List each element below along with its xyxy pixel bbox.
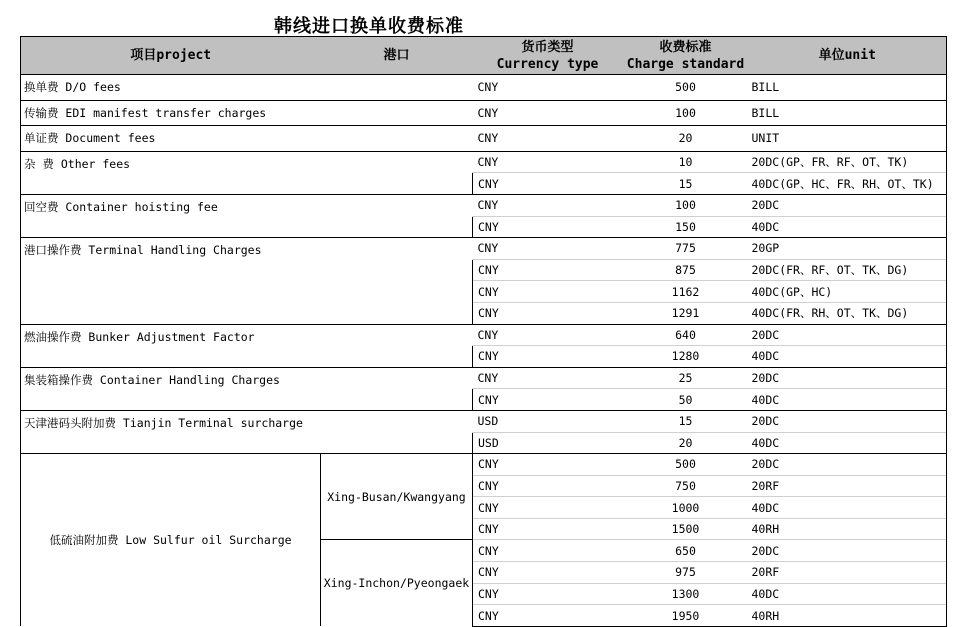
charge-cell: 500 <box>623 75 749 101</box>
unit-cell: 20DC(FR、RF、OT、TK、DG) <box>749 259 947 281</box>
table-row <box>21 238 947 260</box>
currency-cell: CNY <box>473 367 623 389</box>
unit-cell: 20DC <box>749 324 947 346</box>
currency-cell: CNY <box>473 475 623 497</box>
table-row <box>21 454 947 476</box>
unit-cell: BILL <box>749 75 947 101</box>
header-charge-cn: 收费标准 <box>659 39 712 55</box>
unit-cell: 20DC <box>749 194 947 216</box>
table-row <box>21 324 947 346</box>
charges-table <box>20 36 947 627</box>
project-name: 回空费 Container hoisting fee <box>21 194 473 237</box>
charge-cell: 20 <box>623 126 749 152</box>
charge-cell: 15 <box>623 410 749 432</box>
unit-cell: 20DC <box>749 367 947 389</box>
currency-cell: CNY <box>473 605 623 627</box>
table-row <box>21 100 947 126</box>
currency-cell: USD <box>473 432 623 454</box>
header-charge <box>623 37 749 75</box>
currency-cell: CNY <box>473 151 623 173</box>
currency-cell: CNY <box>473 216 623 238</box>
currency-cell: CNY <box>473 518 623 540</box>
charge-cell: 1291 <box>623 302 749 324</box>
currency-cell: CNY <box>473 540 623 562</box>
unit-cell: 40DC(GP、HC) <box>749 281 947 303</box>
currency-cell: CNY <box>473 194 623 216</box>
unit-cell: 20RF <box>749 562 947 584</box>
header-charge-en: Charge standard <box>626 56 745 72</box>
currency-cell: CNY <box>473 497 623 519</box>
header-port: 港口 <box>321 37 473 75</box>
unit-cell: 40RH <box>749 518 947 540</box>
table-row <box>21 194 947 216</box>
project-name: 天津港码头附加费 Tianjin Terminal surcharge <box>21 410 473 453</box>
project-name: 低硫油附加费 Low Sulfur oil Surcharge <box>21 454 321 627</box>
charge-cell: 750 <box>623 475 749 497</box>
project-name: 换单费 D/O fees <box>21 75 473 101</box>
charge-cell: 975 <box>623 562 749 584</box>
unit-cell: 40DC <box>749 583 947 605</box>
charge-cell: 100 <box>623 100 749 126</box>
charge-cell: 1162 <box>623 281 749 303</box>
currency-cell: CNY <box>473 238 623 260</box>
currency-cell: CNY <box>473 259 623 281</box>
currency-cell: USD <box>473 410 623 432</box>
charge-cell: 1000 <box>623 497 749 519</box>
charge-cell: 1500 <box>623 518 749 540</box>
charge-cell: 25 <box>623 367 749 389</box>
table-row <box>21 151 947 173</box>
unit-cell: 40DC(FR、RH、OT、TK、DG) <box>749 302 947 324</box>
unit-cell: 40DC <box>749 216 947 238</box>
header-currency-en: Currency type <box>496 56 599 72</box>
charge-cell: 500 <box>623 454 749 476</box>
currency-cell: CNY <box>473 346 623 368</box>
currency-cell: CNY <box>473 100 623 126</box>
unit-cell: 20RF <box>749 475 947 497</box>
currency-cell: CNY <box>473 389 623 411</box>
charge-cell: 640 <box>623 324 749 346</box>
charge-cell: 50 <box>623 389 749 411</box>
charge-cell: 775 <box>623 238 749 260</box>
header-row <box>21 37 947 75</box>
page-title: 韩线进口换单收费标准 <box>274 16 464 37</box>
project-name: 传输费 EDI manifest transfer charges <box>21 100 473 126</box>
unit-cell: 40DC <box>749 389 947 411</box>
unit-cell: 40DC <box>749 497 947 519</box>
header-currency <box>473 37 623 75</box>
currency-cell: CNY <box>473 281 623 303</box>
port-name: Xing-Busan/Kwangyang <box>321 454 473 540</box>
table-row <box>21 75 947 101</box>
unit-cell: 40RH <box>749 605 947 627</box>
unit-cell: BILL <box>749 100 947 126</box>
charge-cell: 1950 <box>623 605 749 627</box>
charge-cell: 1280 <box>623 346 749 368</box>
currency-cell: CNY <box>473 126 623 152</box>
table-row <box>21 367 947 389</box>
currency-cell: CNY <box>473 173 623 195</box>
project-name: 单证费 Document fees <box>21 126 473 152</box>
currency-cell: CNY <box>473 583 623 605</box>
unit-cell: 40DC <box>749 346 947 368</box>
header-unit: 单位unit <box>749 37 947 75</box>
currency-cell: CNY <box>473 302 623 324</box>
charge-cell: 10 <box>623 151 749 173</box>
currency-cell: CNY <box>473 562 623 584</box>
table-row <box>21 126 947 152</box>
charge-cell: 100 <box>623 194 749 216</box>
charge-cell: 15 <box>623 173 749 195</box>
project-name: 集装箱操作费 Container Handling Charges <box>21 367 473 410</box>
unit-cell: 40DC(GP、HC、FR、RH、OT、TK) <box>749 173 947 195</box>
project-name: 港口操作费 Terminal Handling Charges <box>21 238 473 324</box>
header-project: 项目project <box>21 37 321 75</box>
unit-cell: 40DC <box>749 432 947 454</box>
charge-cell: 875 <box>623 259 749 281</box>
table-body <box>21 75 947 627</box>
currency-cell: CNY <box>473 75 623 101</box>
charge-cell: 150 <box>623 216 749 238</box>
project-name: 杂 费 Other fees <box>21 151 473 194</box>
charge-cell: 650 <box>623 540 749 562</box>
unit-cell: 20DC <box>749 454 947 476</box>
unit-cell: 20DC <box>749 540 947 562</box>
currency-cell: CNY <box>473 324 623 346</box>
unit-cell: 20DC(GP、FR、RF、OT、TK) <box>749 151 947 173</box>
header-currency-cn: 货币类型 <box>521 39 574 55</box>
table-row <box>21 410 947 432</box>
project-name: 燃油操作费 Bunker Adjustment Factor <box>21 324 473 367</box>
charge-cell: 20 <box>623 432 749 454</box>
port-name: Xing-Inchon/Pyeongaek <box>321 540 473 626</box>
currency-cell: CNY <box>473 454 623 476</box>
charge-cell: 1300 <box>623 583 749 605</box>
unit-cell: UNIT <box>749 126 947 152</box>
unit-cell: 20GP <box>749 238 947 260</box>
unit-cell: 20DC <box>749 410 947 432</box>
